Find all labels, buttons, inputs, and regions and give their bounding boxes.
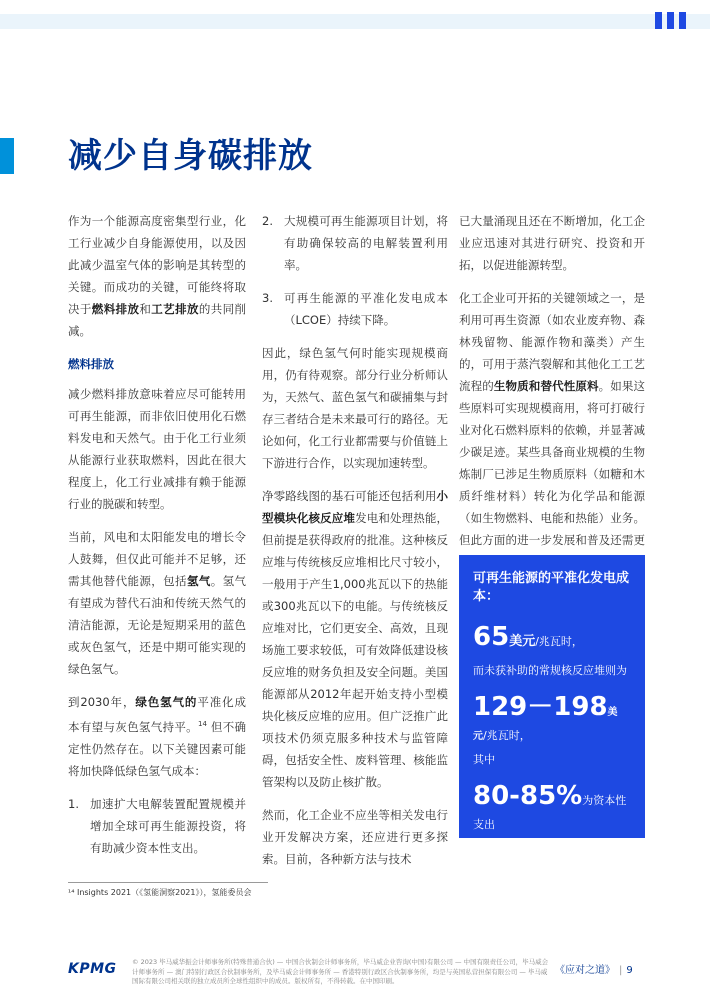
emphasis-hydrogen: 氢气 xyxy=(186,574,211,588)
callout-stat-capex xyxy=(473,779,631,832)
list-text: 加速扩大电解装置配置规模并增加全球可再生能源投资，将有助减少资本性支出。 xyxy=(90,796,246,855)
copyright-notice: © 2023 毕马威华振会计师事务所(特殊普通合伙) — 中国合伙制会计师事务所，毕马威企业咨询(中国)有限公司 — 中国有限责任公司，毕马威会计师事务所 — 澳门特别行政区合伙制事务所，及毕马威会计师事务所 — 香港特别行政区合伙制事务所，均是与英国私营担保有限公司 — 毕马威国际有限公司相关联的独立成员所全球性组织中的成员。版权所有，不得转载。在中国印刷。 xyxy=(132,958,549,985)
header-squares-decoration xyxy=(655,12,686,29)
list-item xyxy=(262,287,448,331)
text-run: 到2030年， xyxy=(68,695,136,709)
lcoe-callout-box xyxy=(459,555,645,838)
footnote-ref: 14 xyxy=(197,720,207,728)
list-number: 1. xyxy=(68,796,79,811)
callout-text: 其中 xyxy=(473,753,495,766)
stat-unit: 美元 xyxy=(473,707,618,742)
stat-value: 80-85% xyxy=(473,781,583,811)
text-run: 。如果这些原料可实现规模商用，将可打破行业对化石燃料原料的依赖，并显著减少碳足迹。某些具备商业规模的生物炼制厂已涉足生物质原料（如糖和木质纤维材料）转化为化学品和能源（如生物燃料、电能和热能）业务。但此方面的进一步发展和普及还需更 xyxy=(459,379,646,547)
text-run: 作为一个能源高度密集型行业，化工行业减少自身能源使用，以及因此减少温室气体的影响是其转型的关键。而成功的关键，可能终将取决于 xyxy=(68,214,246,316)
list-text: 可再生能源的平准化发电成本（LCOE）持续下降。 xyxy=(284,291,448,327)
text-run: 净零路线图的基石可能还包括利用 xyxy=(262,489,437,503)
footnote-divider xyxy=(68,882,268,883)
list-number: 3. xyxy=(262,291,273,305)
emphasis-smr: 小型模块化核反应堆 xyxy=(262,489,448,525)
header-square xyxy=(679,12,686,29)
stat-value: 65 xyxy=(473,622,510,652)
paragraph: 减少燃料排放意味着应尽可能转用可再生能源，而非依旧使用化石燃料发电和天然气。由于化工行业须从能源行业获取燃料，因此在很大程度上，化工行业减排有赖于能源行业的脱碳和转型。 xyxy=(68,387,246,511)
emphasis-green-hydrogen: 绿色氢气的 xyxy=(135,695,198,709)
kpmg-logo: KPMG xyxy=(68,961,117,977)
paragraph xyxy=(68,691,246,782)
callout-stat-nuclear xyxy=(473,690,631,743)
stat-value: 129－198 xyxy=(473,692,608,722)
text-run: 化工企业可开拓的关键领域之一，是利用可再生资源（如农业废弃物、森林残留物、能源作物和藻类）产生的，可用于蒸汽裂解和其他化工工艺流程的 xyxy=(459,291,645,393)
page-title: 减少自身碳排放 xyxy=(68,136,313,176)
paragraph: 因此，绿色氢气何时能实现规模商用，仍有待观察。部分行业分析师认为，天然气、蓝色氢气和碳捕集与封存三者结合是未来最可行的路径。无论如何，化工行业都需要与价值链上下游进行合作，以实现加速转型。 xyxy=(262,346,448,470)
text-column-3 xyxy=(459,210,645,584)
list-text: 大规模可再生能源项目计划，将有助确保较高的电解装置利用率。 xyxy=(284,214,448,272)
stat-suffix: 为资本性支出 xyxy=(473,794,627,831)
title-accent-bar xyxy=(0,138,14,174)
callout-text: 而未获补助的常规核反应堆则为 xyxy=(473,664,627,677)
stat-suffix: /兆瓦时， xyxy=(535,635,583,648)
text-run: 和 xyxy=(139,302,152,316)
text-run: 。氢气有望成为替代石油和传统天然气的清洁能源，无论是短期采用的蓝色或灰色氢气，还是中期可能实现的绿色氢气。 xyxy=(68,574,247,676)
list-number: 2. xyxy=(262,214,273,228)
page-number: 9 xyxy=(626,965,633,976)
list-item xyxy=(68,793,246,859)
paragraph xyxy=(262,485,448,793)
header-band xyxy=(0,14,710,29)
paragraph xyxy=(459,287,645,573)
page-reference xyxy=(555,961,633,976)
section-heading-fuel-emissions: 燃料排放 xyxy=(68,357,114,371)
paragraph: 然而，化工企业不应坐等相关发电行业开发解决方案，还应进行更多探索。目前，各种新方法与技术 xyxy=(262,808,448,866)
separator: | xyxy=(619,965,623,976)
text-run: 的共同削减。 xyxy=(68,302,247,338)
paragraph: 已大量涌现且还在不断增加，化工企业应迅速对其进行研究、投资和开拓，以促进能源转型。 xyxy=(459,214,645,272)
header-square xyxy=(655,12,662,29)
header-square xyxy=(667,12,674,29)
callout-stat-renewable xyxy=(473,620,631,654)
stat-unit: 美元 xyxy=(509,634,536,649)
text-run: 但不确定性仍然存在。以下关键因素可能将加快降低绿色氢气成本： xyxy=(68,719,247,778)
callout-title: 可再生能源的平准化发电成本： xyxy=(473,571,630,604)
text-column-1 xyxy=(68,210,246,870)
emphasis-fuel-emissions: 燃料排放 xyxy=(91,302,140,316)
paragraph xyxy=(68,526,246,680)
emphasis-process-emissions: 工艺排放 xyxy=(151,302,199,316)
text-run: 平准化成本有望与灰色氢气持平。 xyxy=(68,695,246,734)
footnote: ¹⁴ Insights 2021（《氢能洞察2021》），氢能委员会 xyxy=(68,888,252,897)
document-title: 《应对之道》 xyxy=(555,965,615,976)
text-run: 当前，风电和太阳能发电的增长令人鼓舞，但仅此可能并不足够，还需其他替代能源，包括 xyxy=(68,530,246,588)
stat-suffix: /兆瓦时， xyxy=(483,729,531,742)
emphasis-biomass: 生物质和替代性原料 xyxy=(493,379,599,393)
list-item xyxy=(262,210,448,276)
intro-paragraph xyxy=(68,210,246,342)
text-run: 发电和处理热能，但前提是获得政府的批准。这种核反应堆与传统核反应堆相比尺寸较小，一般用于产生1,000兆瓦以下的热能或300兆瓦以下的电能。与传统核反应堆对比，它们更安全、高效，且现场施工要求较低，可有效降低建设核反应堆的财务负担及安全问题。美国能源部从2012年起开始支持小型模块化核反应堆的应用。但广泛推广此项技术仍须克服多种技术与监管障碍，包括安全性、废料管理、核能监管架构以及防止核扩散。 xyxy=(262,511,449,789)
text-column-2 xyxy=(262,210,448,881)
